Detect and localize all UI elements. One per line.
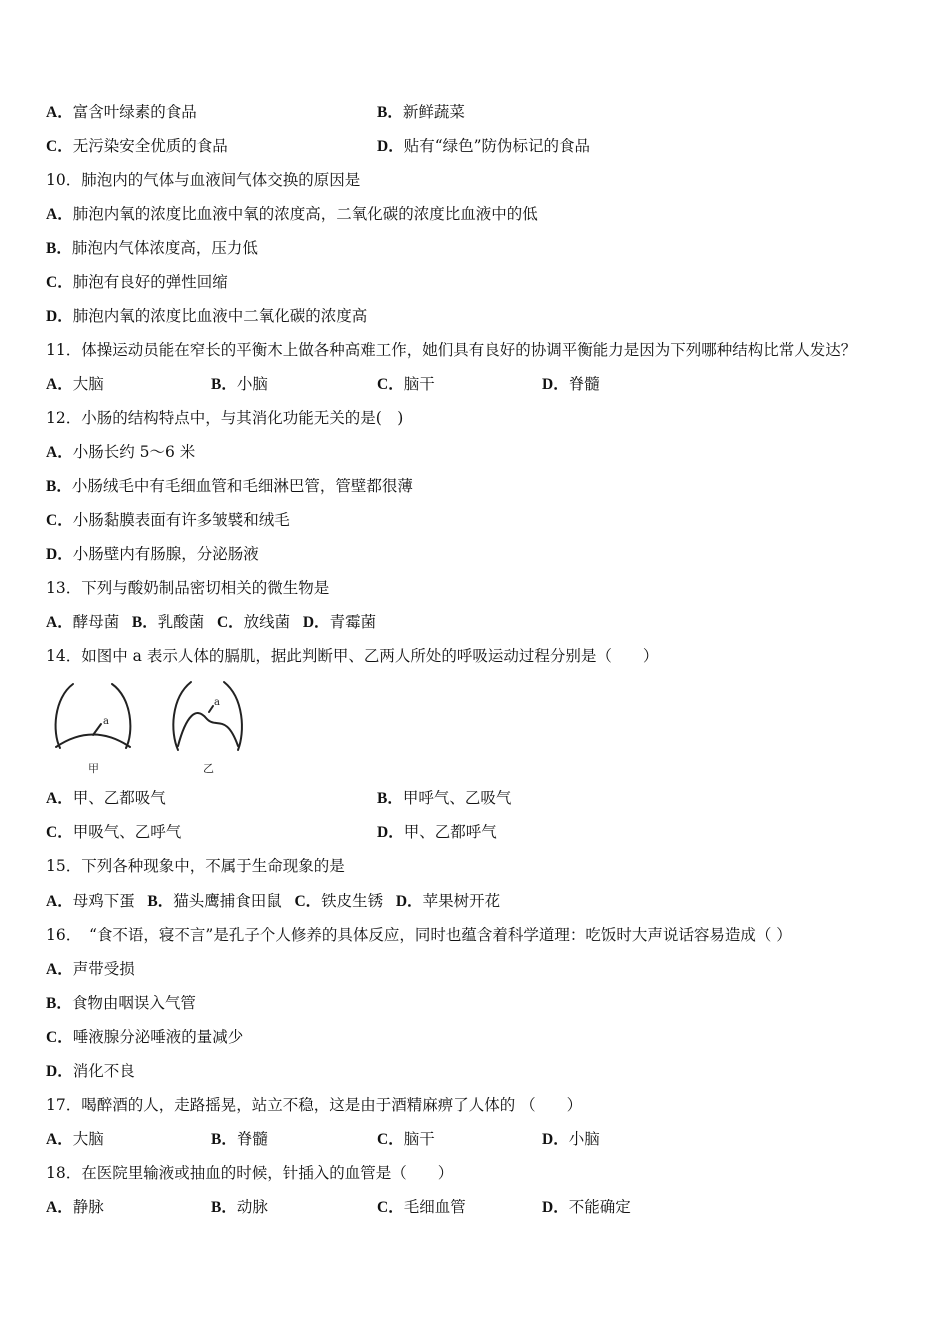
option-a: 酵母菌 [72,613,120,631]
right-thorax-outline [173,682,191,750]
q16-option-a: A．声带受损 [46,960,135,978]
option-a: A．富含叶绿素的食品 [46,103,197,121]
q10-option-c: C．肺泡有良好的弹性回缩 [46,273,228,291]
option-b: B．甲呼气、乙吸气 [377,789,512,807]
option-b: B．脊髓 [211,1130,268,1148]
option-a: 母鸡下蛋 [72,892,135,910]
q18-stem: 18．在医院里输液或抽血的时候，针插入的血管是（ ） [46,1164,454,1182]
right-thorax-outline-right [224,682,242,750]
option-c: C．脑干 [377,1130,435,1148]
q17-options [46,1129,926,1149]
option-a: A．静脉 [46,1198,104,1216]
right-diaphragm-pointer [209,706,213,712]
option-c: C．无污染安全优质的食品 [46,137,228,155]
option-a: A．大脑 [46,375,104,393]
q16-option-d: D．消化不良 [46,1062,135,1080]
option-d: D．脊髓 [542,375,600,393]
q11-stem: 11．体操运动员能在窄长的平衡木上做各种高难工作，她们具有良好的协调平衡能力是因为下列哪种结构比常人发达？ [46,341,857,359]
left-caption: 甲 [88,762,99,775]
option-c: C．毛细血管 [377,1198,466,1216]
option-a: A．大脑 [46,1130,104,1148]
option-a: A．甲、乙都吸气 [46,789,166,807]
option-b: 乳酸菌 [157,613,205,631]
q16-option-c: C．唾液腺分泌唾液的量减少 [46,1028,244,1046]
option-d: 青霉菌 [329,613,377,631]
q12-option-a: A．小肠长约 5～6 米 [46,443,196,461]
q12-option-c: C．小肠黏膜表面有许多皱襞和绒毛 [46,511,290,529]
q12-option-d: D．小肠壁内有肠腺，分泌肠液 [46,545,259,563]
q12-stem: 12．小肠的结构特点中，与其消化功能无关的是( ) [46,409,404,427]
right-point-label: a [214,697,220,708]
q14-options-row-1 [46,788,926,808]
q18-options [46,1197,926,1217]
option-c: 铁皮生锈 [321,892,384,910]
option-b: B．小脑 [211,375,268,393]
q10-option-b: B．肺泡内气体浓度高，压力低 [46,239,258,257]
q10-stem: 10．肺泡内的气体与血液间气体交换的原因是 [46,171,361,189]
q11-options [46,374,926,394]
option-d: D．甲、乙都呼气 [377,823,497,841]
q13-stem: 13．下列与酸奶制品密切相关的微生物是 [46,579,330,597]
option-c: 放线菌 [243,613,291,631]
option-b: B．新鲜蔬菜 [377,103,465,121]
option-c: C．脑干 [377,375,435,393]
option-b: B．动脉 [211,1198,268,1216]
right-caption: 乙 [203,762,214,775]
q17-stem: 17．喝醉酒的人，走路摇晃，站立不稳，这是由于酒精麻痹了人体的 （ ） [46,1096,583,1114]
q12-option-b: B．小肠绒毛中有毛细血管和毛细淋巴管，管壁都很薄 [46,477,413,495]
q13-options: A．酵母菌 B．乳酸菌 C．放线菌 D．青霉菌 [46,613,377,631]
option-b: 猫头鹰捕食田鼠 [173,892,282,910]
diaphragm-figure [46,672,256,778]
option-d: D．不能确定 [542,1198,631,1216]
left-point-label: a [103,716,109,727]
option-d: 苹果树开花 [422,892,501,910]
q14-stem: 14．如图中 a 表示人体的膈肌，据此判断甲、乙两人所处的呼吸运动过程分别是（ ） [46,647,659,665]
option-d: D．贴有“绿色”防伪标记的食品 [377,137,591,155]
q16-option-b: B．食物由咽误入气管 [46,994,196,1012]
q14-options-row-2 [46,822,926,842]
left-diaphragm-pointer [93,724,101,735]
q10-option-a: A．肺泡内氧的浓度比血液中氧的浓度高，二氧化碳的浓度比血液中的低 [46,205,538,223]
q9-options-row-1 [46,102,926,122]
q15-options: A．母鸡下蛋 B．猫头鹰捕食田鼠 C．铁皮生锈 D．苹果树开花 [46,892,501,910]
q10-option-d: D．肺泡内氧的浓度比血液中二氧化碳的浓度高 [46,307,368,325]
option-c: C．甲吸气、乙呼气 [46,823,182,841]
q15-stem: 15．下列各种现象中，不属于生命现象的是 [46,857,345,875]
right-diaphragm [178,713,238,746]
q16-stem: 16． “食不语，寝不言”是孔子个人修养的具体反应，同时也蕴含着科学道理：吃饭时大声说话容易造成（ ） [46,926,792,944]
left-diaphragm [56,735,130,748]
q9-options-row-2 [46,136,926,156]
option-d: D．小脑 [542,1130,600,1148]
